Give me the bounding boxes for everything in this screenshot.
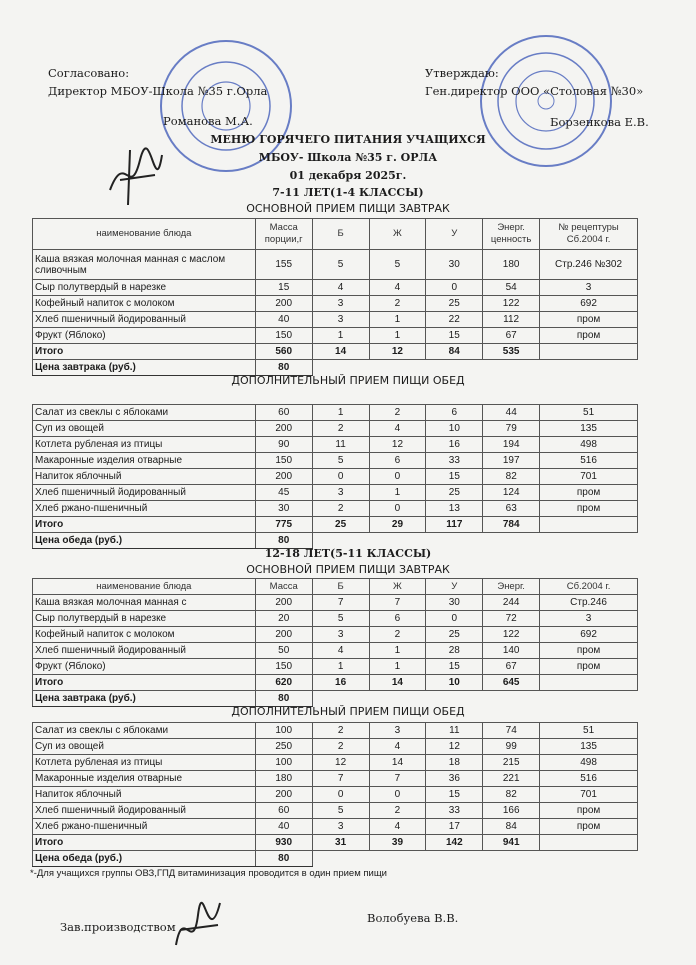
table-row: Котлета рубленая из птицы 100 12 14 18 215 498 — [33, 755, 638, 771]
table-row: Хлеб пшеничный йодированный 45 3 1 25 124 пром — [33, 485, 638, 501]
approve-label: Утверждаю: — [425, 66, 499, 80]
col-protein: Б — [312, 579, 369, 595]
price-row: Цена обеда (руб.) 80 — [33, 851, 638, 867]
table-row: Кофейный напиток с молоком 200 3 2 25 122 692 — [33, 627, 638, 643]
section-breakfast-1: ОСНОВНОЙ ПРИЕМ ПИЩИ ЗАВТРАК — [246, 202, 450, 215]
age-group-1: 7-11 ЛЕТ(1-4 КЛАССЫ) — [272, 186, 424, 199]
price-row: Цена обеда (руб.) 80 — [33, 533, 638, 549]
col-carbs: У — [426, 579, 483, 595]
table-row: Напиток яблочный 200 0 0 15 82 701 — [33, 469, 638, 485]
lunch-table-2 — [32, 722, 638, 867]
col-fat: Ж — [369, 579, 426, 595]
page-title: МЕНЮ ГОРЯЧЕГО ПИТАНИЯ УЧАЩИХСЯ — [210, 133, 486, 146]
manager-signature — [168, 895, 228, 955]
col-protein: Б — [312, 219, 369, 250]
price-row: Цена завтрака (руб.) 80 — [33, 360, 638, 376]
col-recipe: № рецептуры Сб.2004 г. — [540, 219, 638, 250]
lunch-table-1 — [32, 404, 638, 549]
table-row: Суп из овощей 200 2 4 10 79 135 — [33, 421, 638, 437]
total-row: Итого 775 25 29 117 784 — [33, 517, 638, 533]
section-lunch-1: ДОПОЛНИТЕЛЬНЫЙ ПРИЕМ ПИЩИ ОБЕД — [231, 374, 465, 387]
director-right: Ген.директор ООО «Столовая №30» — [425, 84, 644, 98]
total-row: Итого 930 31 39 142 941 — [33, 835, 638, 851]
col-recipe: Сб.2004 г. — [540, 579, 638, 595]
col-energy: Энерг. ценность — [483, 219, 540, 250]
agreed-label: Согласовано: — [48, 66, 130, 80]
section-breakfast-2: ОСНОВНОЙ ПРИЕМ ПИЩИ ЗАВТРАК — [246, 563, 450, 576]
table-row: Кофейный напиток с молоком 200 3 2 25 122 692 — [33, 296, 638, 312]
canteen-stamp — [480, 35, 612, 167]
col-dish: наименование блюда — [33, 579, 256, 595]
total-row: Итого 560 14 12 84 535 — [33, 344, 638, 360]
section-lunch-2: ДОПОЛНИТЕЛЬНЫЙ ПРИЕМ ПИЩИ ОБЕД — [231, 705, 465, 718]
menu-date: 01 декабря 2025г. — [289, 169, 407, 182]
table-row: Сыр полутвердый в нарезке 20 5 6 0 72 3 — [33, 611, 638, 627]
price-row: Цена завтрака (руб.) 80 — [33, 691, 638, 707]
table-row: Хлеб пшеничный йодированный 50 4 1 28 140 пром — [33, 643, 638, 659]
table-row: Каша вязкая молочная манная с 200 7 7 30 244 Стр.246 — [33, 595, 638, 611]
col-dish: наименование блюда — [33, 219, 256, 250]
col-mass: Масса порции,г — [255, 219, 312, 250]
total-row: Итого 620 16 14 10 645 — [33, 675, 638, 691]
col-fat: Ж — [369, 219, 426, 250]
director-left: Директор МБОУ-Школа №35 г.Орла — [48, 84, 268, 98]
table-row: Салат из свеклы с яблоками 100 2 3 11 74 51 — [33, 723, 638, 739]
table-row: Фрукт (Яблоко) 150 1 1 15 67 пром — [33, 659, 638, 675]
footer-name: Волобуева В.В. — [367, 911, 459, 925]
col-carbs: У — [426, 219, 483, 250]
table-row: Сыр полутвердый в нарезке 15 4 4 0 54 3 — [33, 280, 638, 296]
table-row: Каша вязкая молочная манная с маслом сливочным 155 5 5 30 180 Стр.246 №302 — [33, 250, 638, 280]
age-group-2: 12-18 ЛЕТ(5-11 КЛАССЫ) — [264, 547, 432, 560]
footer-role: Зав.производством — [60, 920, 176, 934]
name-left: Романова М.А. — [163, 114, 253, 128]
footnote: *-Для учащихся группы ОВЗ,ГПД витаминизация проводится в один прием пищи — [30, 868, 387, 879]
table-row: Хлеб пшеничный йодированный 40 3 1 22 112 пром — [33, 312, 638, 328]
table-row: Фрукт (Яблоко) 150 1 1 15 67 пром — [33, 328, 638, 344]
table-row: Макаронные изделия отварные 150 5 6 33 197 516 — [33, 453, 638, 469]
table-row: Макаронные изделия отварные 180 7 7 36 221 516 — [33, 771, 638, 787]
table-row: Хлеб пшеничный йодированный 60 5 2 33 166 пром — [33, 803, 638, 819]
col-energy: Энерг. — [483, 579, 540, 595]
table-row: Хлеб ржано-пшеничный 30 2 0 13 63 пром — [33, 501, 638, 517]
breakfast-table-2 — [32, 578, 638, 707]
table-row: Напиток яблочный 200 0 0 15 82 701 — [33, 787, 638, 803]
table-row: Котлета рубленая из птицы 90 11 12 16 194 498 — [33, 437, 638, 453]
name-right: Борзенкова Е.В. — [550, 115, 649, 129]
school-name: МБОУ- Школа №35 г. ОРЛА — [258, 151, 438, 164]
breakfast-table-1 — [32, 218, 638, 376]
table-row: Салат из свеклы с яблоками 60 1 2 6 44 51 — [33, 405, 638, 421]
table-row: Суп из овощей 250 2 4 12 99 135 — [33, 739, 638, 755]
table-row: Хлеб ржано-пшеничный 40 3 4 17 84 пром — [33, 819, 638, 835]
col-mass: Масса — [255, 579, 312, 595]
